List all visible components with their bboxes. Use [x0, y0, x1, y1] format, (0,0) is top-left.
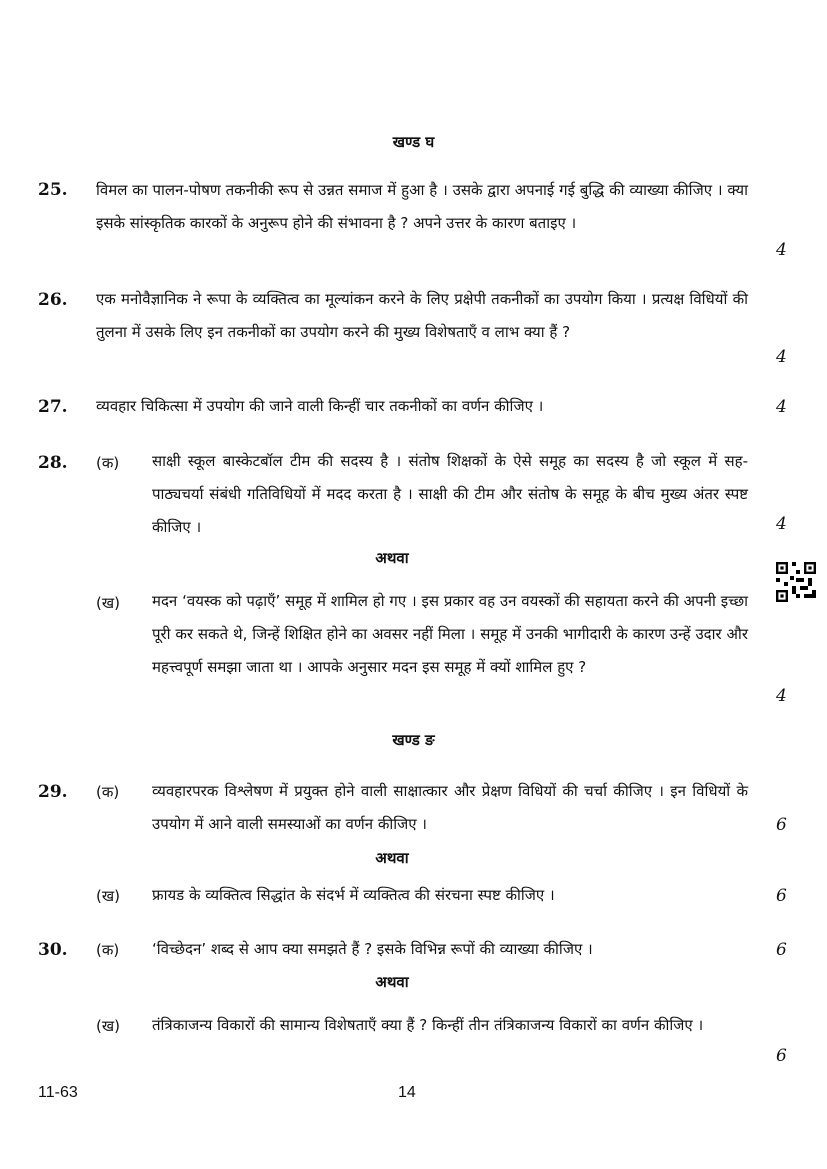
section-d-title: खण्ड घ — [392, 133, 435, 151]
question-30-or: अथवा — [375, 973, 409, 991]
question-number-30: 30. — [38, 940, 68, 960]
question-29-b-marks: 6 — [776, 886, 787, 906]
question-number-26: 26. — [38, 290, 68, 310]
question-28-a-text: साक्षी स्कूल बास्केटबॉल टीम की सदस्य है । संतोष शिक्षकों के ऐसे समूह का सदस्य है जो स्कूल में सह-पाठ्यचर्या संबंधी गतिविधियों में मदद करता है । साक्षी की टीम और संतोष के समूह के बीच मुख्य अंतर स्पष्ट कीजिए । — [152, 452, 748, 536]
question-30-b-label: (ख) — [96, 1017, 120, 1035]
question-number-28: 28. — [38, 453, 68, 473]
question-26-text: एक मनोवैज्ञानिक ने रूपा के व्यक्तित्व का मूल्यांकन करने के लिए प्रक्षेपी तकनीकों का उपयोग किया । प्रत्यक्ष विधियों की तुलना में उसके लिए इन तकनीकों का उपयोग करने की मुख्य विशेषताएँ व लाभ क्या हैं ? — [96, 290, 748, 341]
question-29-or: अथवा — [375, 849, 409, 867]
question-28-b-label: (ख) — [96, 594, 120, 612]
question-29-a-marks: 6 — [776, 815, 787, 835]
question-25-marks: 4 — [776, 240, 787, 260]
question-30-b-marks: 6 — [776, 1046, 787, 1066]
qr-code-icon — [776, 562, 816, 602]
question-28-b-marks: 4 — [776, 686, 787, 706]
question-28-a-marks: 4 — [776, 514, 787, 534]
question-26-marks: 4 — [776, 347, 787, 367]
question-number-29: 29. — [38, 782, 68, 802]
question-number-25: 25. — [38, 180, 68, 200]
question-25-text: विमल का पालन-पोषण तकनीकी रूप से उन्नत समाज में हुआ है । उसके द्वारा अपनाई गई बुद्धि की व्याख्या कीजिए । क्या इसके सांस्कृतिक कारकों के अनुरूप होने की संभावना है ? अपने उत्तर के कारण बताइए । — [96, 181, 748, 232]
question-30-a-label: (क) — [96, 941, 120, 959]
page-number: 14 — [398, 1084, 416, 1101]
question-29-a-label: (क) — [96, 783, 120, 801]
question-28-or: अथवा — [375, 549, 409, 567]
question-number-27: 27. — [38, 397, 68, 417]
paper-code: 11-63 — [38, 1084, 78, 1101]
question-30-b-text: तंत्रिकाजन्य विकारों की सामान्य विशेषताएँ क्या हैं ? किन्हीं तीन तंत्रिकाजन्य विकारों का वर्णन कीजिए । — [152, 1016, 704, 1034]
question-27-text: व्यवहार चिकित्सा में उपयोग की जाने वाली किन्हीं चार तकनीकों का वर्णन कीजिए । — [96, 397, 544, 415]
question-29-b-text: फ्रायड के व्यक्तित्व सिद्धांत के संदर्भ में व्यक्तित्व की संरचना स्पष्ट कीजिए । — [152, 886, 555, 904]
question-28-b-text: मदन ‘वयस्क को पढ़ाएँ’ समूह में शामिल हो गए । इस प्रकार वह उन वयस्कों की सहायता करने की अपनी इच्छा पूरी कर सकते थे, जिन्हें शिक्षित होने का अवसर नहीं मिला । समूह में उनकी भागीदारी के कारण उन्हें उदार और महत्त्वपूर्ण समझा जाता था । आपके अनुसार मदन इस समूह में क्यों शामिल हुए ? — [152, 592, 748, 676]
question-30-a-marks: 6 — [776, 940, 787, 960]
question-28-a-label: (क) — [96, 454, 120, 472]
question-27-marks: 4 — [776, 397, 787, 417]
question-29-a-text: व्यवहारपरक विश्लेषण में प्रयुक्त होने वाली साक्षात्कार और प्रेक्षण विधियों की चर्चा कीजिए । इन विधियों के उपयोग में आने वाली समस्याओं का वर्णन कीजिए । — [152, 782, 748, 833]
question-29-b-label: (ख) — [96, 887, 120, 905]
question-30-a-text: ‘विच्छेदन’ शब्द से आप क्या समझते हैं ? इसके विभिन्न रूपों की व्याख्या कीजिए । — [152, 940, 593, 958]
section-e-title: खण्ड ङ — [392, 731, 435, 749]
